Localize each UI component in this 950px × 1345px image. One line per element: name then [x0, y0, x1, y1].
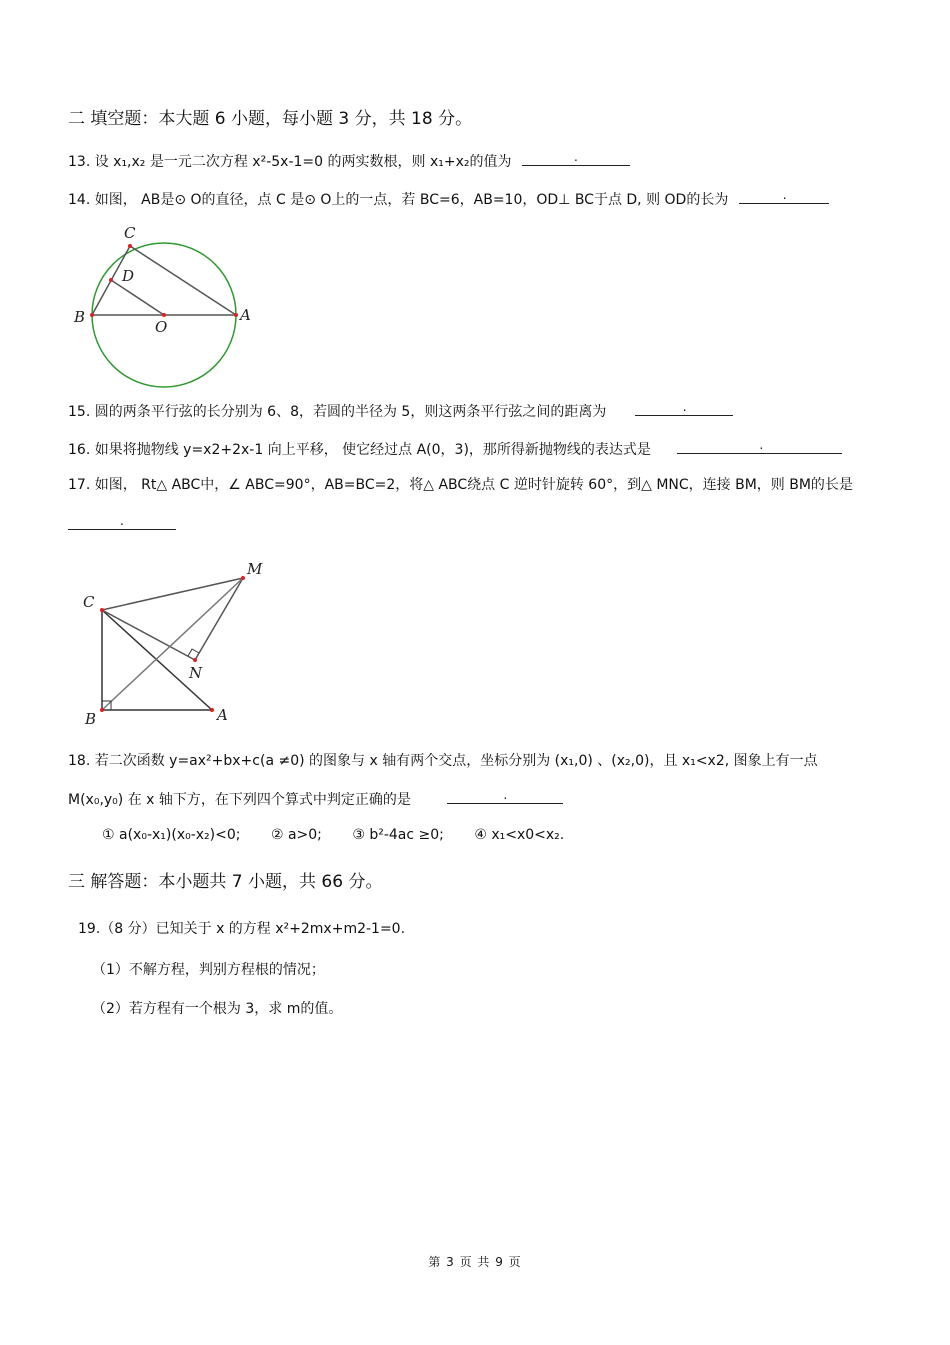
section-3-title: 三 解答题：本小题共 7 小题，共 66 分。	[68, 872, 383, 892]
point-a	[234, 313, 238, 317]
question-19-part-2: （2）若方程有一个根为 3，求 m的值。	[92, 1001, 343, 1017]
point-b	[100, 708, 104, 712]
point-n	[193, 658, 197, 662]
label-o: O	[155, 318, 168, 336]
answer-blank-17: .	[68, 515, 176, 530]
segment-ca	[130, 246, 236, 315]
answer-blank-13: .	[522, 151, 630, 166]
label-c: C	[83, 593, 95, 611]
answer-blank-18: .	[447, 789, 563, 804]
point-c	[128, 244, 132, 248]
figure-17-rotation	[75, 560, 275, 735]
figure-14-circle	[68, 218, 268, 393]
label-n: N	[189, 664, 203, 682]
question-14	[68, 189, 829, 209]
segment-cm	[102, 578, 243, 610]
label-c: C	[124, 224, 136, 242]
question-18-text-2: M(x₀,y₀) 在 x 轴下方，在下列四个算式中判定正确的是	[68, 792, 411, 808]
option-2: ② a>0;	[270, 827, 322, 843]
option-4: ④ x₁<x0<x₂.	[474, 827, 565, 843]
question-18-text-1: 18. 若二次函数 y=ax²+bx+c(a ≠0) 的图象与 x 轴有两个交点，坐标分别为 (x₁,0) 、(x₂,0)，且 x₁<x2, 图象上有一点	[68, 753, 818, 769]
segment-mn	[195, 578, 243, 660]
point-c	[100, 608, 104, 612]
question-16	[68, 439, 842, 459]
label-b: B	[74, 308, 86, 326]
page-footer: 第 3 页 共 9 页	[428, 1255, 522, 1269]
label-a: A	[217, 706, 228, 724]
answer-blank-15: .	[635, 401, 733, 416]
point-o	[162, 313, 166, 317]
question-14-text: 14. 如图， AB是⊙ O的直径，点 C 是⊙ O上的一点，若 BC=6，AB=10，OD⊥ BC于点 D, 则 OD的长为	[68, 192, 729, 208]
question-17	[68, 476, 853, 494]
point-a	[210, 708, 214, 712]
question-13	[68, 151, 630, 171]
question-16-text: 16. 如果将抛物线 y=x2+2x-1 向上平移， 使它经过点 A(0，3)，那所得新抛物线的表达式是	[68, 442, 651, 458]
label-b: B	[85, 710, 97, 728]
question-15	[68, 401, 733, 421]
answer-blank-16: .	[677, 439, 842, 454]
question-18-line-2	[68, 789, 563, 809]
label-m: M	[247, 560, 263, 578]
question-18-options	[102, 826, 590, 844]
point-b	[90, 313, 94, 317]
point-m	[241, 576, 245, 580]
option-1: ① a(x₀-x₁)(x₀-x₂)<0;	[102, 827, 241, 843]
point-d	[109, 278, 113, 282]
option-3: ③ b²-4ac ≥0;	[352, 827, 444, 843]
question-18-line-1	[68, 752, 818, 770]
question-13-text: 13. 设 x₁,x₂ 是一元二次方程 x²-5x-1=0 的两实数根，则 x₁+x₂的值为	[68, 154, 512, 170]
question-17-text: 17. 如图， Rt△ ABC中，∠ ABC=90°，AB=BC=2，将△ ABC绕点 C 逆时针旋转 60°，到△ MNC，连接 BM，则 BM的长是	[68, 477, 853, 493]
question-19-part-1: （1）不解方程，判别方程根的情况；	[92, 962, 325, 978]
label-a: A	[240, 306, 251, 324]
label-d: D	[122, 267, 135, 285]
section-2-title: 二 填空题：本大题 6 小题，每小题 3 分，共 18 分。	[68, 109, 473, 129]
question-15-text: 15. 圆的两条平行弦的长分别为 6、8，若圆的半径为 5，则这两条平行弦之间的距离为	[68, 404, 607, 420]
segment-od	[111, 280, 164, 315]
answer-blank-14: .	[739, 189, 829, 204]
question-17-answer-line	[68, 515, 176, 535]
question-19-stem: 19.（8 分）已知关于 x 的方程 x²+2mx+m2-1=0.	[78, 921, 406, 937]
segment-bm	[102, 578, 243, 710]
